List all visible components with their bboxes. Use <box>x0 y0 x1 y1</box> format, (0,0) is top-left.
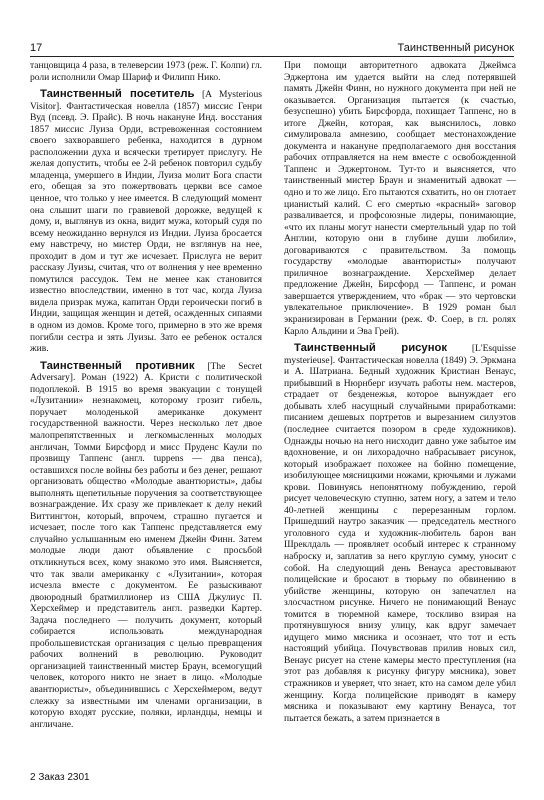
continuation-text: При помощи авторитетного адвоката Джеймса Эджертона им удается выйти на след потерявшей память Джейн Финн, но нужного документа при ней не оказывается. Организация пытается (к счастью, безуспешно) убить Бирсфорда, похищает Таппенс, но в итоге Джейн, которая, как выяснилось, ловко симулировала амнезию, сообщает местонахождение документа и накануне предполагаемого дня восстания рабочих отправляется на нем вместе с освобожденной Таппенс и Эджертоном. Тут-то и выясняется, что таинственный мистер Браун и знаменитый адвокат — одно и то же лицо. Его пытаются схватить, но он глотает цианистый калий. С его смертью «красный» заговор разваливается, и профсоюзные лидеры, понимающие, «что их планы могут нанести смертельный удар по той Англии, которую они в глубине души любили», договариваются с правительством. За помощь государству «молодые авантюристы» получают приличное вознаграждение. Херсхеймер делает предложение Джейн, Бирсфорд — Таппенс, и роман завершается утверждением, что «брак — это чертовски увлекательное приключение». В 1929 роман был экранизирован в Германии (реж. Ф. Соер, в гл. ролях Карло Альдини и Эва Грей). <box>284 60 516 337</box>
continuation-text: танцовщица 4 раза, в телеверсии 1973 (реж. Г. Колпи) гл. роли исполнили Омар Шариф и Филипп Нико. <box>30 60 262 83</box>
entry-mysterious-drawing <box>284 343 516 724</box>
left-column <box>30 60 262 730</box>
entry-title: Таинственный рисунок <box>294 342 448 355</box>
entry-secret-adversary <box>30 361 262 731</box>
entry-title: Таинственный посетитель <box>40 88 195 101</box>
entry-title: Таинственный противник <box>40 359 195 372</box>
entry-text: Фантастическая новелла (1849) Э. Эркмана и А. Шатриана. Бедный художник Кристиан Венаус, прибывший в Нюрнберг изучать работы нем. мастеров, страдает от безденежья, которое вынуждает его добывать хлеб насущный случайными приработками: писанием дешевых портретов и вырезанием силуэтов (последнее считается позором в среде художников). Однажды ночью на него нисходит давно уже забытое им вдохновение, и он лихорадочно набрасывает рисунок, который изображает похожее на бойню помещение, изобилующее мясницкими ножами, крючьями и лужами крови. Повинуясь непонятному побуждению, герой рисует человеческую ступню, затем ногу, а затем и тело 40-летней женщины с перерезанным горлом. Пришедший наутро заказчик — председатель местного уголовного суда и художник-любитель барон ван Шреклдаль — проявляет особый интерес к странному наброску и, заплатив за него круглую сумму, уносит с собой. На следующий день Венауса арестовывают полицейские и бросают в тюрьму по обвинению в убийстве женщины, которую он запечатлел на злосчастном рисунке. Ничего не понимающий Венаус томится в тюремной камере, тоскливо взирая на протянувшуюся внизу улицу, как вдруг замечает идущего мимо мясника и осознает, что тот и есть настоящий убийца. Почувствовав прилив новых сил, Венаус рисует на стене камеры место преступления (на этот раз добавляя к рисунку фигуру мясника), зовет стражников и уверяет, что знает, кто на самом деле убил женщину. Когда полицейские приводят в камеру мясника и показывают ему картину Венауса, тот пытается бежать, а затем признается в <box>284 354 516 724</box>
entry-text: Роман (1922) А. Кристи с политической подоплекой. В 1915 во время эвакуации с тонущей «Лузитании» незнакомец, которому грозит гибель, поручает молоденькой американке документ государственной важности. Через несколько лет двое малопрепятственных и легкомысленных молодых англичан, Томми Бирсфорд и мисс Пруденс Каули по прозвищу Таппенс (англ. tuppens — два пенса), оставшихся после войны без работы и без денег, решают организовать общество «Молодые авантюристы», дабы выполнять щепетильные поручения за соответствующее вознаграждение. Их сразу же привлекает к делу некий Виттингтон, который, впрочем, страшно пугается и исчезает, после того как Таппенс представляется ему случайно услышанным ею именем Джейн Финн. Затем молодые люди дают объявление с просьбой откликнуться всех, кому знакомо это имя. Выясняется, что так звали американку с «Лузитании», которая исчезла вместе с документом. Ее разыскивают двоюродный братмиллионер из США Джулиус П. Херсхеймер и представитель англ. разведки Картер. Задача последнего — получить документ, который собирается использовать международная пробольшевистская организация с целью превращения рабочих волнений в революцию. Руководит организацией таинственный мистер Браун, всемогущий человек, которого никто не знает в лицо. «Молодые авантюристы», объединившись с Херсхеймером, ведут слежку за известными им членами организации, в которую входят русские, поляки, ирландцы, немцы и англичане. <box>30 372 262 730</box>
page-number: 17 <box>30 42 43 54</box>
running-title: Таинственный рисунок <box>397 42 514 54</box>
entry-text: Фантастическая новелла (1857) миссис Генри Вуд (псевд. Э. Прайс). В ночь накануне Инд. восстания 1857 миссис Луиза Орди, встревоженная состоянием своего захворавшего ребенка, находится в дурном расположении духа и всячески третирует прислугу. Не желая допустить, чтобы ее 2-й ребенок повторил судьбу младенца, умершего в Индии, Луиза молит Бога спасти его, обещая за это пожертвовать церкви все самое ценное, что только у нее имеется. В следующий момент она слышит шаги по гравиевой дорожке, ведущей к дому, и, выглянув из окна, видит мужа, который судя по всему неожиданно вернулся из Индии. Луиза бросается ему навстречу, но мистер Орди, не взглянув на нее, проходит в дом и тут же исчезает. Прислуга не верит рассказу Луизы, считая, что от волнения у нее временно помутился рассудок. Тем не менее как становится известно впоследствии, именно в тот час, когда Луиза видела призрак мужа, капитан Орди героически погиб в Индии, защищая женщин и детей, осажденных сипаями в одном из домов. Кроме того, примерно в это же время погибли сестра и зять Луизы. Зато ее ребенок остался жив. <box>30 100 262 355</box>
printer-signature: 2 Заказ 2301 <box>30 772 90 783</box>
entry-original-title: [The Secret Adversary]. <box>30 360 262 384</box>
entry-mysterious-visitor <box>30 89 262 355</box>
running-header <box>30 38 514 57</box>
entry-original-title: [A Mysterious Visitor]. <box>30 89 262 112</box>
right-column <box>284 60 516 724</box>
entry-original-title: [L'Esquisse mysterieuse]. <box>284 343 516 366</box>
